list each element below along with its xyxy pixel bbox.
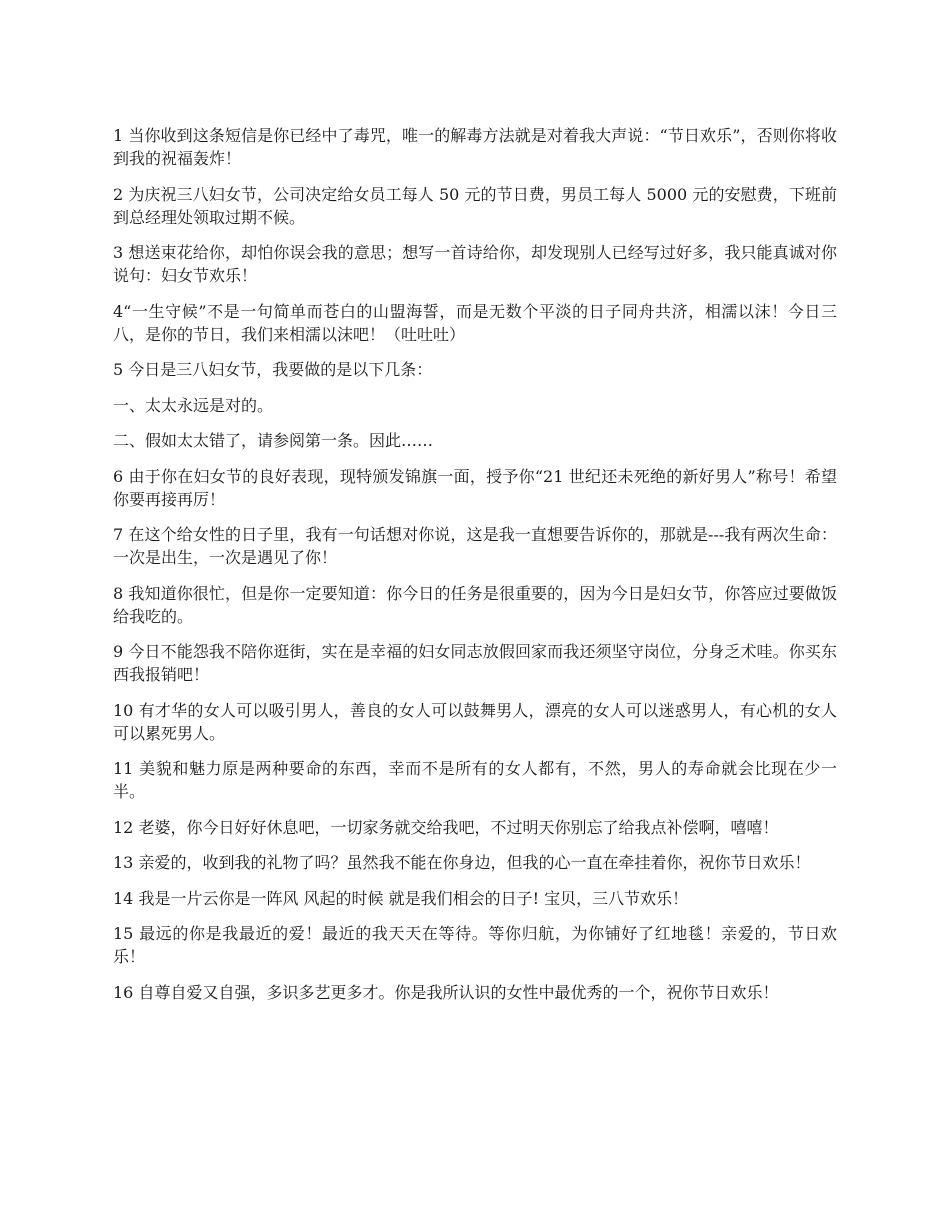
paragraph-10: 10 有才华的女人可以吸引男人，善良的女人可以鼓舞男人，漂亮的女人可以迷惑男人，有心机的女人可以累死男人。	[113, 700, 837, 743]
paragraph-15: 15 最远的你是我最近的爱！最近的我天天在等待。等你归航，为你铺好了红地毯！亲爱的，节日欢乐！	[113, 924, 837, 966]
paragraph-14: 14 我是一片云你是一阵风 风起的时候 就是我们相会的日子! 宝贝，三八节欢乐！	[113, 888, 689, 908]
paragraph-8: 8 我知道你很忙，但是你一定要知道：你今日的任务是很重要的，因为今日是妇女节，你答应过要做饭给我吃的。	[113, 583, 837, 626]
paragraph-5-item-2: 二、假如太太错了，请参阅第一条。因此……	[113, 431, 434, 450]
paragraph-4: 4“一生守候”不是一句简单而苍白的山盟海誓，而是无数个平淡的日子同舟共济，相濡以沫！今日三八，是你的节日，我们来相濡以沫吧！（吐吐吐）	[113, 301, 837, 344]
paragraph-6: 6 由于你在妇女节的良好表现，现特颁发锦旗一面，授予你“21 世纪还未死绝的新好男人”称号！希望你要再接再厉！	[113, 466, 837, 509]
paragraph-5: 5 今日是三八妇女节，我要做的是以下几条：	[113, 360, 433, 379]
paragraph-2: 2 为庆祝三八妇女节，公司决定给女员工每人 50 元的节日费，男员工每人 5000 元的安慰费，下班前到总经理处领取过期不候。	[113, 184, 837, 227]
paragraph-11: 11 美貌和魅力原是两种要命的东西，幸而不是所有的女人都有，不然，男人的寿命就会比现在少一半。	[113, 759, 837, 801]
paragraph-12: 12 老婆，你今日好好休息吧，一切家务就交给我吧，不过明天你别忘了给我点补偿啊，嘻嘻！	[113, 817, 779, 837]
paragraph-7: 7 在这个给女性的日子里，我有一句话想对你说，这是我一直想要告诉你的，那就是---我有两次生命：一次是出生，一次是遇见了你！	[113, 525, 837, 567]
paragraph-5-item-1: 一、太太永远是对的。	[113, 395, 274, 415]
paragraph-13: 13 亲爱的，收到我的礼物了吗？虽然我不能在你身边，但我的心一直在牵挂着你，祝你节日欢乐！	[113, 853, 811, 872]
paragraph-1: 1 当你收到这条短信是你已经中了毒咒，唯一的解毒方法就是对着我大声说：“节日欢乐”，否则你将收到我的祝福轰炸！	[113, 126, 837, 168]
paragraph-3: 3 想送束花给你，却怕你误会我的意思；想写一首诗给你，却发现别人已经写过好多，我只能真诚对你说句：妇女节欢乐！	[113, 243, 837, 285]
paragraph-9: 9 今日不能怨我不陪你逛街，实在是幸福的妇女同志放假回家而我还须坚守岗位，分身乏术哇。你买东西我报销吧！	[113, 642, 837, 684]
document-body	[113, 124, 837, 1016]
paragraph-16: 16 自尊自爱又自强，多识多艺更多才。你是我所认识的女性中最优秀的一个，祝你节日欢乐！	[113, 982, 779, 1002]
